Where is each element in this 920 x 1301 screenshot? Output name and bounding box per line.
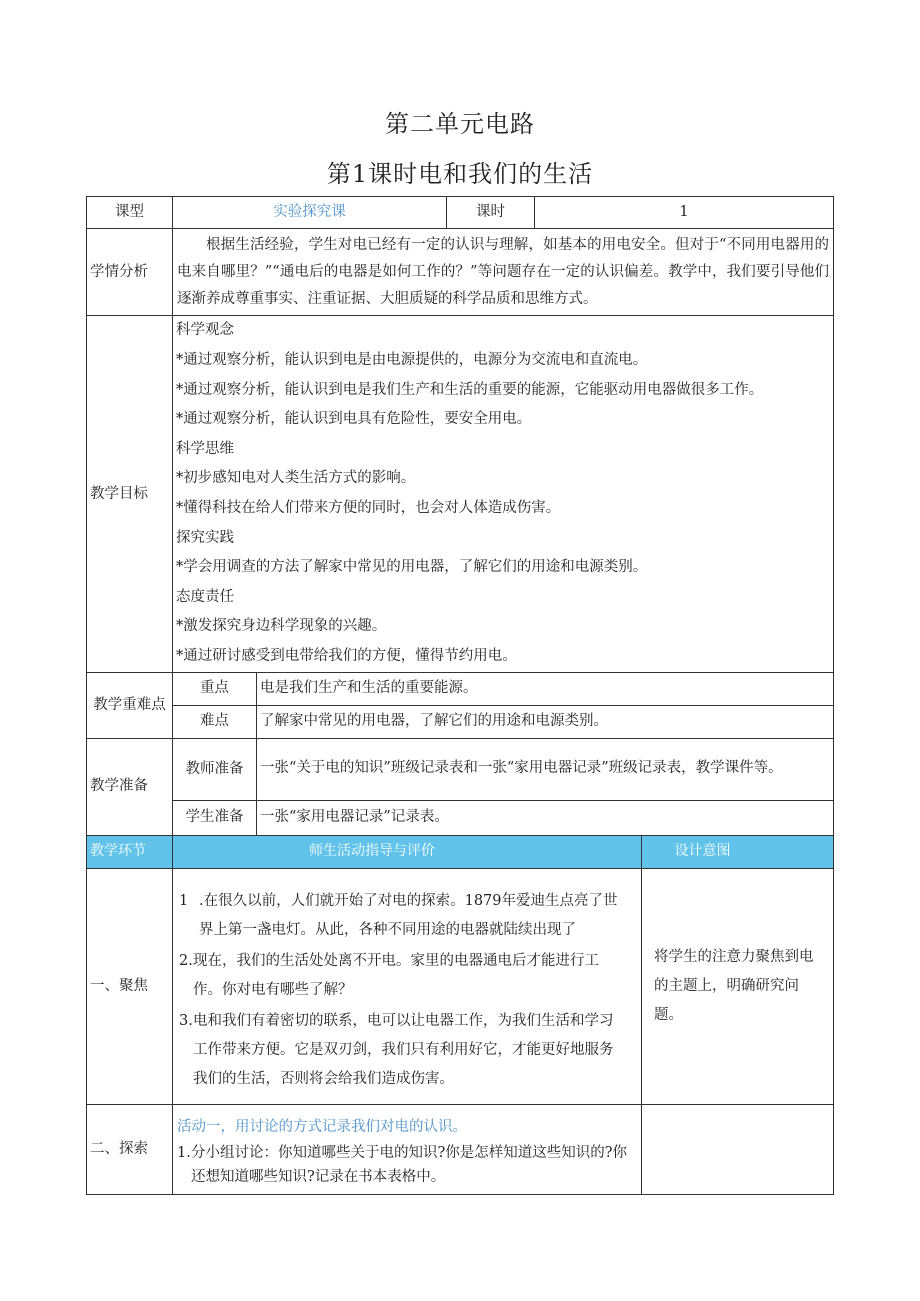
lesson-plan-table bbox=[86, 196, 834, 1195]
student-prep-row bbox=[87, 800, 834, 835]
objective-heading: 科学观念 bbox=[176, 322, 234, 339]
analysis-row bbox=[87, 229, 834, 316]
key-text: 电是我们生产和生活的重要能源。 bbox=[257, 672, 834, 705]
key-label: 重点 bbox=[173, 672, 257, 705]
objective-item: *懂得科技在给人们带来方便的同时，也会对人体造成伤害。 bbox=[176, 500, 561, 516]
difficulty-text: 了解家中常见的用电器，了解它们的用途和电源类别。 bbox=[257, 705, 834, 738]
section-banner bbox=[87, 835, 834, 868]
focus-item-text: 电和我们有着密切的联系，电可以让电器工作，为我们生活和学习工作带来方便。它是双刃剑，我们只有利用好它，才能更好地服务我们的生活，否则将会给我们造成伤害。 bbox=[193, 1012, 614, 1087]
student-prep-label: 学生准备 bbox=[173, 800, 257, 835]
focus-item-number: 1 bbox=[179, 892, 189, 909]
analysis-label: 学情分析 bbox=[87, 229, 173, 316]
focus-item-text: .在很久以前，人们就开始了对电的探索。1879年爱迪生点亮了世界上第一盏电灯。从此，各种不同用途的电器就陆续出现了 bbox=[199, 892, 618, 938]
course-type-row bbox=[87, 197, 834, 229]
unit-title: 第二单元电路 bbox=[385, 110, 535, 138]
explore-item-text: 分小组讨论：你知道哪些关于电的知识?你是怎样知道这些知识的?你还想知道哪些知识?记录在书本表格中。 bbox=[191, 1144, 628, 1185]
focus-row bbox=[87, 868, 834, 1104]
focus-item bbox=[179, 947, 627, 1005]
explore-activity-title: 活动一，用讨论的方式记录我们对电的认识。 bbox=[177, 1118, 467, 1135]
teacher-prep-row bbox=[87, 738, 834, 800]
key-point-row bbox=[87, 672, 834, 705]
explore-item bbox=[177, 1141, 637, 1189]
period-label: 课时 bbox=[447, 197, 535, 229]
objective-item: *通过观察分析，能认识到电是由电源提供的，电源分为交流电和直流电。 bbox=[176, 352, 648, 369]
difficulty-label: 难点 bbox=[173, 705, 257, 738]
objective-item: *通过研讨感受到电带给我们的方便，懂得节约用电。 bbox=[176, 647, 517, 664]
focus-item bbox=[179, 887, 627, 945]
course-type-label: 课型 bbox=[87, 197, 173, 229]
objectives-row bbox=[87, 316, 834, 672]
objective-item: *激发探究身边科学现象的兴趣。 bbox=[176, 618, 387, 635]
objective-heading: 科学思维 bbox=[176, 440, 234, 457]
period-value: 1 bbox=[535, 197, 834, 229]
objective-item: *通过观察分析，能认识到电是我们生产和生活的重要的能源，它能驱动用电器做很多工作。 bbox=[176, 381, 764, 398]
explore-row bbox=[87, 1104, 834, 1194]
focus-item bbox=[179, 1007, 627, 1094]
focus-item-number: 2. bbox=[179, 952, 193, 969]
keypoints-label: 教学重难点 bbox=[87, 672, 173, 738]
objective-heading: 探究实践 bbox=[176, 529, 234, 546]
explore-intent bbox=[642, 1104, 834, 1194]
banner-intent: 设计意图 bbox=[642, 835, 834, 868]
explore-item-number: 1. bbox=[177, 1144, 191, 1161]
objective-heading: 态度责任 bbox=[176, 588, 234, 605]
teacher-prep-label: 教师准备 bbox=[173, 738, 257, 800]
student-prep-text: 一张“家用电器记录”记录表。 bbox=[257, 800, 834, 835]
teacher-prep-text: 一张“关于电的知识”班级记录表和一张“家用电器记录”班级记录表，教学课件等。 bbox=[257, 738, 834, 800]
objectives-label: 教学目标 bbox=[87, 316, 173, 672]
lesson-title: 第1课时电和我们的生活 bbox=[326, 160, 594, 188]
banner-stage: 教学环节 bbox=[87, 835, 173, 868]
explore-activities bbox=[173, 1104, 642, 1194]
focus-item-number: 3. bbox=[179, 1012, 193, 1029]
objective-item: *初步感知电对人类生活方式的影响。 bbox=[176, 470, 416, 487]
banner-activities: 师生活动指导与评价 bbox=[173, 835, 642, 868]
focus-intent: 将学生的注意力聚焦到电的主题上，明确研究问题。 bbox=[642, 868, 834, 1104]
objectives-list bbox=[173, 316, 834, 672]
analysis-text: 根据生活经验，学生对电已经有一定的认识与理解，如基本的用电安全。但对于“不同用电器用的电来自哪里？”“通电后的电器是如何工作的？”等问题存在一定的认识偏差。教学中，我们要引导他们逐渐养成尊重事实、注重证据、大胆质疑的科学品质和思维方式。 bbox=[173, 229, 834, 316]
focus-activities bbox=[173, 868, 642, 1104]
objective-item: *通过观察分析，能认识到电具有危险性，要安全用电。 bbox=[176, 411, 532, 428]
focus-item-text: 现在，我们的生活处处离不开电。家里的电器通电后才能进行工作。你对电有哪些了解？ bbox=[193, 952, 599, 998]
prep-label: 教学准备 bbox=[87, 738, 173, 835]
explore-label: 二、探索 bbox=[87, 1104, 173, 1194]
difficulty-row bbox=[87, 705, 834, 738]
focus-label: 一、聚焦 bbox=[87, 868, 173, 1104]
objective-item: *学会用调查的方法了解家中常见的用电器，了解它们的用途和电源类别。 bbox=[176, 559, 648, 576]
course-type-value: 实验探究课 bbox=[173, 197, 447, 229]
